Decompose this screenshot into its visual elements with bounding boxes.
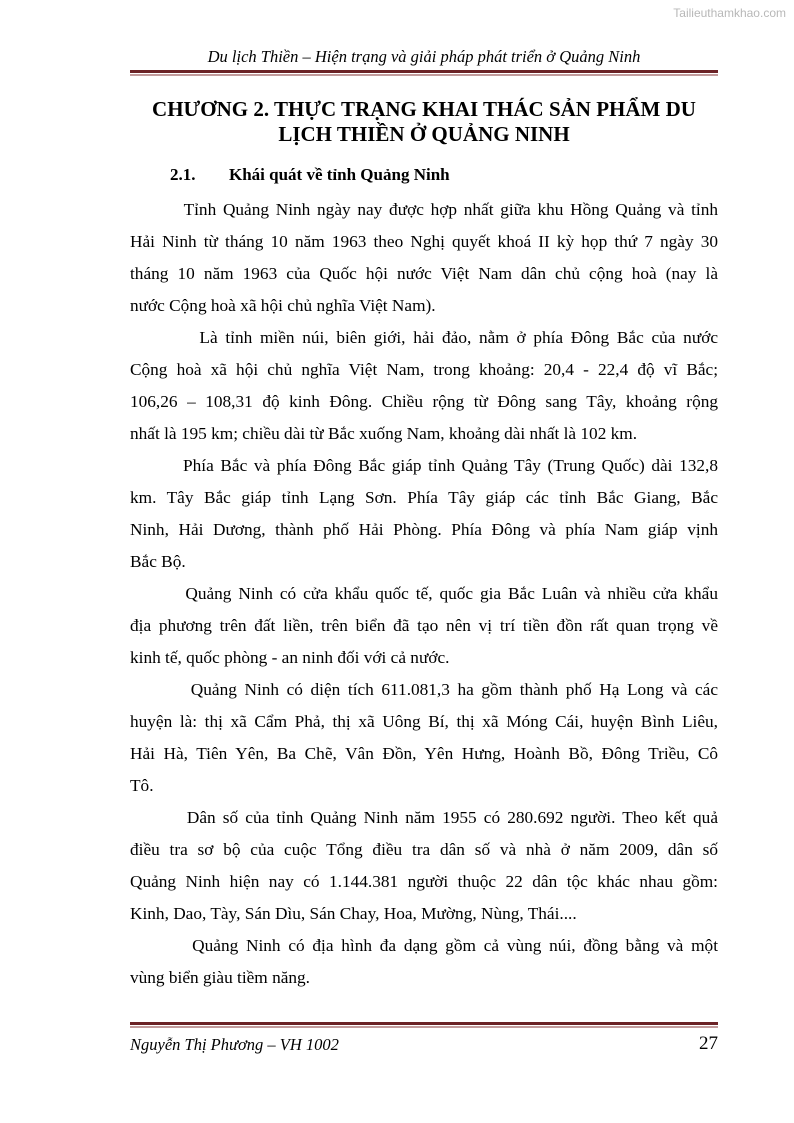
paragraph-line: 106,26 – 108,31 độ kinh Đông. Chiều rộng từ Đông sang Tây, khoảng rộng <box>130 392 718 411</box>
paragraph-line: Quảng Ninh hiện nay có 1.144.381 người thuộc 22 dân tộc khác nhau gồm: <box>130 872 718 891</box>
paragraph <box>130 324 718 452</box>
watermark: Tailieuthamkhao.com <box>673 6 786 20</box>
paragraph <box>130 932 718 996</box>
paragraph-line: địa phương trên đất liền, trên biển đã tạo nên vị trí tiền đồn rất quan trọng về <box>130 616 718 635</box>
chapter-title-line: LỊCH THIỀN Ở QUẢNG NINH <box>278 122 570 146</box>
paragraph <box>130 452 718 580</box>
paragraph-line: nước Cộng hoà xã hội chủ nghĩa Việt Nam). <box>130 296 436 315</box>
section-title: Khái quát về tỉnh Quảng Ninh <box>229 165 450 184</box>
paragraph-line: km. Tây Bắc giáp tỉnh Lạng Sơn. Phía Tây giáp các tỉnh Bắc Giang, Bắc <box>130 488 718 507</box>
paragraph-line: Tô. <box>130 776 154 795</box>
running-header: Du lịch Thiền – Hiện trạng và giải pháp phát triển ở Quảng Ninh <box>207 47 641 66</box>
chapter-title <box>130 97 718 147</box>
paragraph-line: Cộng hoà xã hội chủ nghĩa Việt Nam, trong khoảng: 20,4 - 22,4 độ vĩ Bắc; <box>130 360 718 379</box>
section-number: 2.1. <box>170 165 196 184</box>
paragraph <box>130 804 718 932</box>
paragraph-line: Dân số của tỉnh Quảng Ninh năm 1955 có 280.692 người. Theo kết quả <box>130 808 718 827</box>
paragraph <box>130 676 718 804</box>
page-number: 27 <box>699 1033 718 1054</box>
header-rule <box>130 70 718 76</box>
paragraph <box>130 196 718 324</box>
paragraph <box>130 580 718 676</box>
paragraph-line: Quảng Ninh có địa hình đa dạng gồm cả vùng núi, đồng bằng và một <box>130 936 718 955</box>
paragraph-line: nhất là 195 km; chiều dài từ Bắc xuống Nam, khoảng dài nhất là 102 km. <box>130 424 638 443</box>
paragraph-line: Bắc Bộ. <box>130 552 186 571</box>
paragraph-line: Phía Bắc và phía Đông Bắc giáp tỉnh Quảng Tây (Trung Quốc) dài 132,8 <box>130 456 718 475</box>
paragraph-line: Hải Hà, Tiên Yên, Ba Chẽ, Vân Đồn, Yên Hưng, Hoành Bồ, Đông Triều, Cô <box>130 744 718 763</box>
paragraph-line: Quảng Ninh có diện tích 611.081,3 ha gồm thành phố Hạ Long và các <box>130 680 718 699</box>
paragraph-line: điều tra sơ bộ của cuộc Tổng điều tra dân số và nhà ở năm 2009, dân số <box>130 840 718 859</box>
paragraph-line: Là tỉnh miền núi, biên giới, hải đảo, nằm ở phía Đông Bắc của nước <box>130 328 718 347</box>
paragraph-line: kinh tế, quốc phòng - an ninh đối với cả nước. <box>130 648 450 667</box>
footer-rule <box>130 1022 718 1028</box>
paragraph-line: tháng 10 năm 1963 của Quốc hội nước Việt Nam dân chủ cộng hoà (nay là <box>130 264 718 283</box>
chapter-title-line: CHƯƠNG 2. THỰC TRẠNG KHAI THÁC SẢN PHẨM DU <box>152 97 696 121</box>
body-text <box>130 196 718 996</box>
paragraph-line: huyện là: thị xã Cẩm Phả, thị xã Uông Bí, thị xã Móng Cái, huyện Bình Liêu, <box>130 712 718 731</box>
paragraph-line: Quảng Ninh có cửa khẩu quốc tế, quốc gia Bắc Luân và nhiều cửa khẩu <box>130 584 718 603</box>
paragraph-line: Hải Ninh từ tháng 10 năm 1963 theo Nghị quyết khoá II kỳ họp thứ 7 ngày 30 <box>130 232 718 251</box>
paragraph-line: Ninh, Hải Dương, thành phố Hải Phòng. Phía Đông và phía Nam giáp vịnh <box>130 520 718 539</box>
paragraph-line: Kinh, Dao, Tày, Sán Dìu, Sán Chay, Hoa, Mường, Nùng, Thái.... <box>130 904 577 923</box>
footer-author: Nguyễn Thị Phương – VH 1002 <box>130 1035 339 1054</box>
paragraph-line: Tỉnh Quảng Ninh ngày nay được hợp nhất giữa khu Hồng Quảng và tỉnh <box>130 200 718 219</box>
paragraph-line: vùng biển giàu tiềm năng. <box>130 968 310 987</box>
